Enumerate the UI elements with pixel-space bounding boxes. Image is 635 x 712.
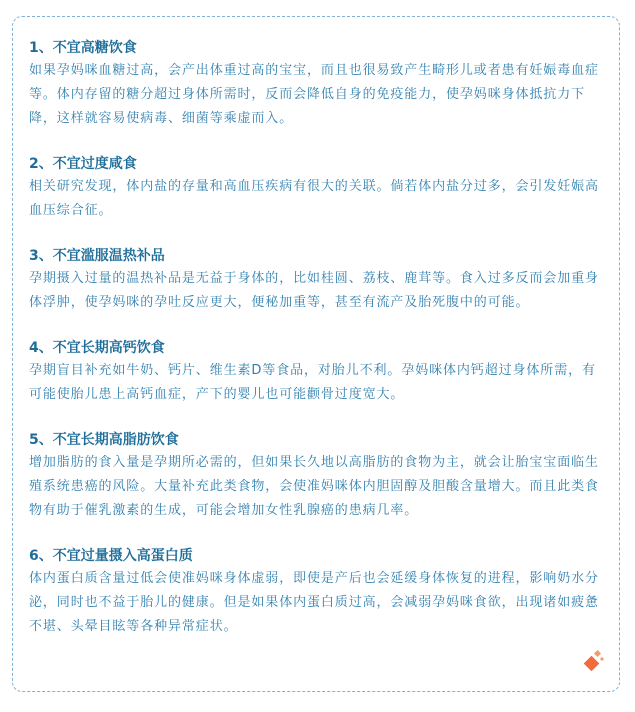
section-4 (29, 337, 609, 407)
section-body: 增加脂肪的食入量是孕期所必需的，但如果长久地以高脂肪的食物为主，就会让胎宝宝面临生殖系统患癌的风险。大量补充此类食物，会使准妈咪体内胆固醇及胆酸含量增大。而且此类食物有助于催乳激素的生成，可能会增加女性乳腺癌的患病几率。 (29, 455, 599, 518)
section-heading: 5、不宜长期高脂肪饮食 (29, 432, 179, 448)
section-body: 孕期摄入过量的温热补品是无益于身体的，比如桂圆、荔枝、鹿茸等。食入过多反而会加重身体浮肿，使孕妈咪的孕吐反应更大，便秘加重等，甚至有流产及胎死腹中的可能。 (29, 271, 599, 310)
section-body: 如果孕妈咪血糖过高，会产出体重过高的宝宝，而且也很易致产生畸形儿或者患有妊娠毒血症等。体内存留的糖分超过身体所需时，反而会降低自身的免疫能力，使孕妈咪身体抵抗力下降，这样就容易使病毒、细菌等乘虚而入。 (29, 63, 599, 126)
section-1 (29, 37, 609, 131)
section-2 (29, 153, 609, 223)
orange-diamond-sparkle-icon (583, 649, 605, 673)
article-content (29, 37, 609, 661)
section-6 (29, 545, 609, 639)
article-card (12, 16, 620, 692)
section-body: 孕期盲目补充如牛奶、钙片、维生素D等食品，对胎儿不利。孕妈咪体内钙超过身体所需，有可能使胎儿患上高钙血症，产下的婴儿也可能颧骨过度宽大。 (29, 363, 596, 402)
section-heading: 6、不宜过量摄入高蛋白质 (29, 548, 193, 564)
section-heading: 3、不宜滥服温热补品 (29, 248, 165, 264)
section-heading: 2、不宜过度咸食 (29, 156, 137, 172)
section-3 (29, 245, 609, 315)
section-heading: 1、不宜高糖饮食 (29, 40, 137, 56)
section-body: 体内蛋白质含量过低会使准妈咪身体虚弱，即使是产后也会延缓身体恢复的进程，影响奶水分泌，同时也不益于胎儿的健康。但是如果体内蛋白质过高，会减弱孕妈咪食欲，出现诸如疲惫不堪、头晕目眩等各种异常症状。 (29, 571, 599, 634)
section-5 (29, 429, 609, 523)
section-body: 相关研究发现，体内盐的存量和高血压疾病有很大的关联。倘若体内盐分过多，会引发妊娠高血压综合征。 (29, 179, 599, 218)
section-heading: 4、不宜长期高钙饮食 (29, 340, 165, 356)
